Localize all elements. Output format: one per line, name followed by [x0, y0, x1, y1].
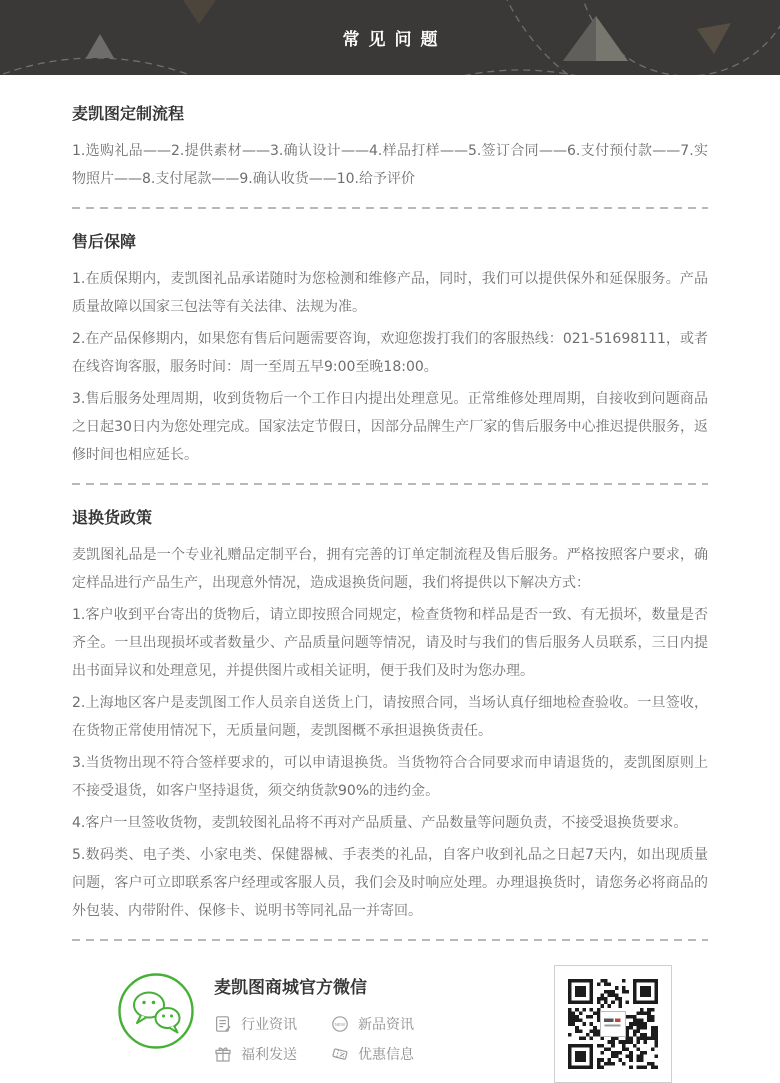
- feature-label: 行业资讯: [241, 1017, 297, 1033]
- feature-new-products: [331, 1014, 414, 1034]
- new-badge-icon: [331, 1015, 349, 1033]
- dashed-divider: [72, 207, 708, 209]
- section-heading: 麦凯图定制流程: [72, 104, 185, 123]
- wechat-title: 麦凯图商城官方微信: [214, 978, 367, 998]
- content: [0, 75, 780, 1083]
- section-heading: 退换货政策: [72, 508, 153, 527]
- feature-label: 福利发送: [241, 1047, 297, 1063]
- svg-text:NEW: NEW: [334, 1022, 346, 1027]
- dashed-divider: [72, 483, 708, 485]
- paragraph: 1.在质保期内，麦凯图礼品承诺随时为您检测和维修产品，同时，我们可以提供保外和延保服务。产品质量故障以国家三包法等有关法律、法规为准。: [72, 271, 708, 315]
- paragraph: 麦凯图礼品是一个专业礼赠品定制平台，拥有完善的订单定制流程及售后服务。严格按照客户要求，确定样品进行产品生产，出现意外情况，造成退换货问题，我们将提供以下解决方式：: [72, 547, 708, 591]
- paragraph: 2.上海地区客户是麦凯图工作人员亲自送货上门，请按照合同，当场认真仔细地检查验收。一旦签收，在货物正常使用情况下，无质量问题，麦凯图概不承担退换货责任。: [72, 695, 708, 739]
- feature-discounts: [331, 1044, 414, 1064]
- wechat-feature-grid: [214, 1014, 414, 1064]
- dashed-divider: [72, 939, 708, 941]
- section-custom-process: [72, 103, 708, 193]
- paragraph: 4.客户一旦签收货物，麦凯较图礼品将不再对产品质量、产品数量等问题负责，不接受退换货要求。: [72, 815, 688, 831]
- wechat-info: [214, 971, 414, 1064]
- paragraph: 5.数码类、电子类、小家电类、保健器械、手表类的礼品，自客户收到礼品之日起7天内，如出现质量问题，客户可立即联系客户经理或客服人员，我们会及时响应处理。办理退换货时，请您务必将商品的外包装、内带附件、保修卡、说明书等同礼品一并寄回。: [72, 847, 708, 919]
- paragraph: 1.客户收到平台寄出的货物后，请立即按照合同规定，检查货物和样品是否一致、有无损坏，数量是否齐全。一旦出现损坏或者数量少、产品质量问题等情况，请及时与我们的售后服务人员联系，三日内提出书面异议和处理意见，并提供图片或相关证明，便于我们及时为您办理。: [72, 607, 708, 679]
- qr-code: [554, 965, 672, 1083]
- section-after-sales: [72, 231, 708, 469]
- section-heading: 售后保障: [72, 232, 137, 251]
- wechat-section: [72, 963, 708, 1083]
- gift-icon: [214, 1045, 232, 1063]
- paragraph: 3.当货物出现不符合签样要求的，可以申请退换货。当货物符合合同要求而申请退货的，麦凯图原则上不接受退货，如客户坚持退货，须交纳货款90%的违约金。: [72, 755, 708, 799]
- page-title: 常见问题: [342, 30, 447, 50]
- paragraph: 3.售后服务处理周期，收到货物后一个工作日内提出处理意见。正常维修处理周期，自接收到问题商品之日起30日内为您处理完成。国家法定节假日，因部分品牌生产厂家的售后服务中心推迟提供服务，返修时间也相应延长。: [72, 391, 708, 463]
- page-header: [0, 0, 780, 75]
- feature-industry-news: [214, 1014, 297, 1034]
- document-icon: [214, 1015, 232, 1033]
- coupon-icon: [331, 1045, 349, 1063]
- wechat-icon: [116, 971, 196, 1051]
- feature-label: 新品资讯: [358, 1017, 414, 1033]
- paragraph: 2.在产品保修期内，如果您有售后问题需要咨询，欢迎您拨打我们的客服热线：021-51698111，或者在线咨询客服，服务时间：周一至周五早9:00至晚18:00。: [72, 331, 708, 375]
- feature-label: 优惠信息: [358, 1047, 414, 1063]
- paragraph: 1.选购礼品——2.提供素材——3.确认设计——4.样品打样——5.签订合同——6.支付预付款——7.实物照片——8.支付尾款——9.确认收货——10.给予评价: [72, 143, 708, 187]
- feature-benefits: [214, 1044, 297, 1064]
- section-return-policy: [72, 507, 708, 925]
